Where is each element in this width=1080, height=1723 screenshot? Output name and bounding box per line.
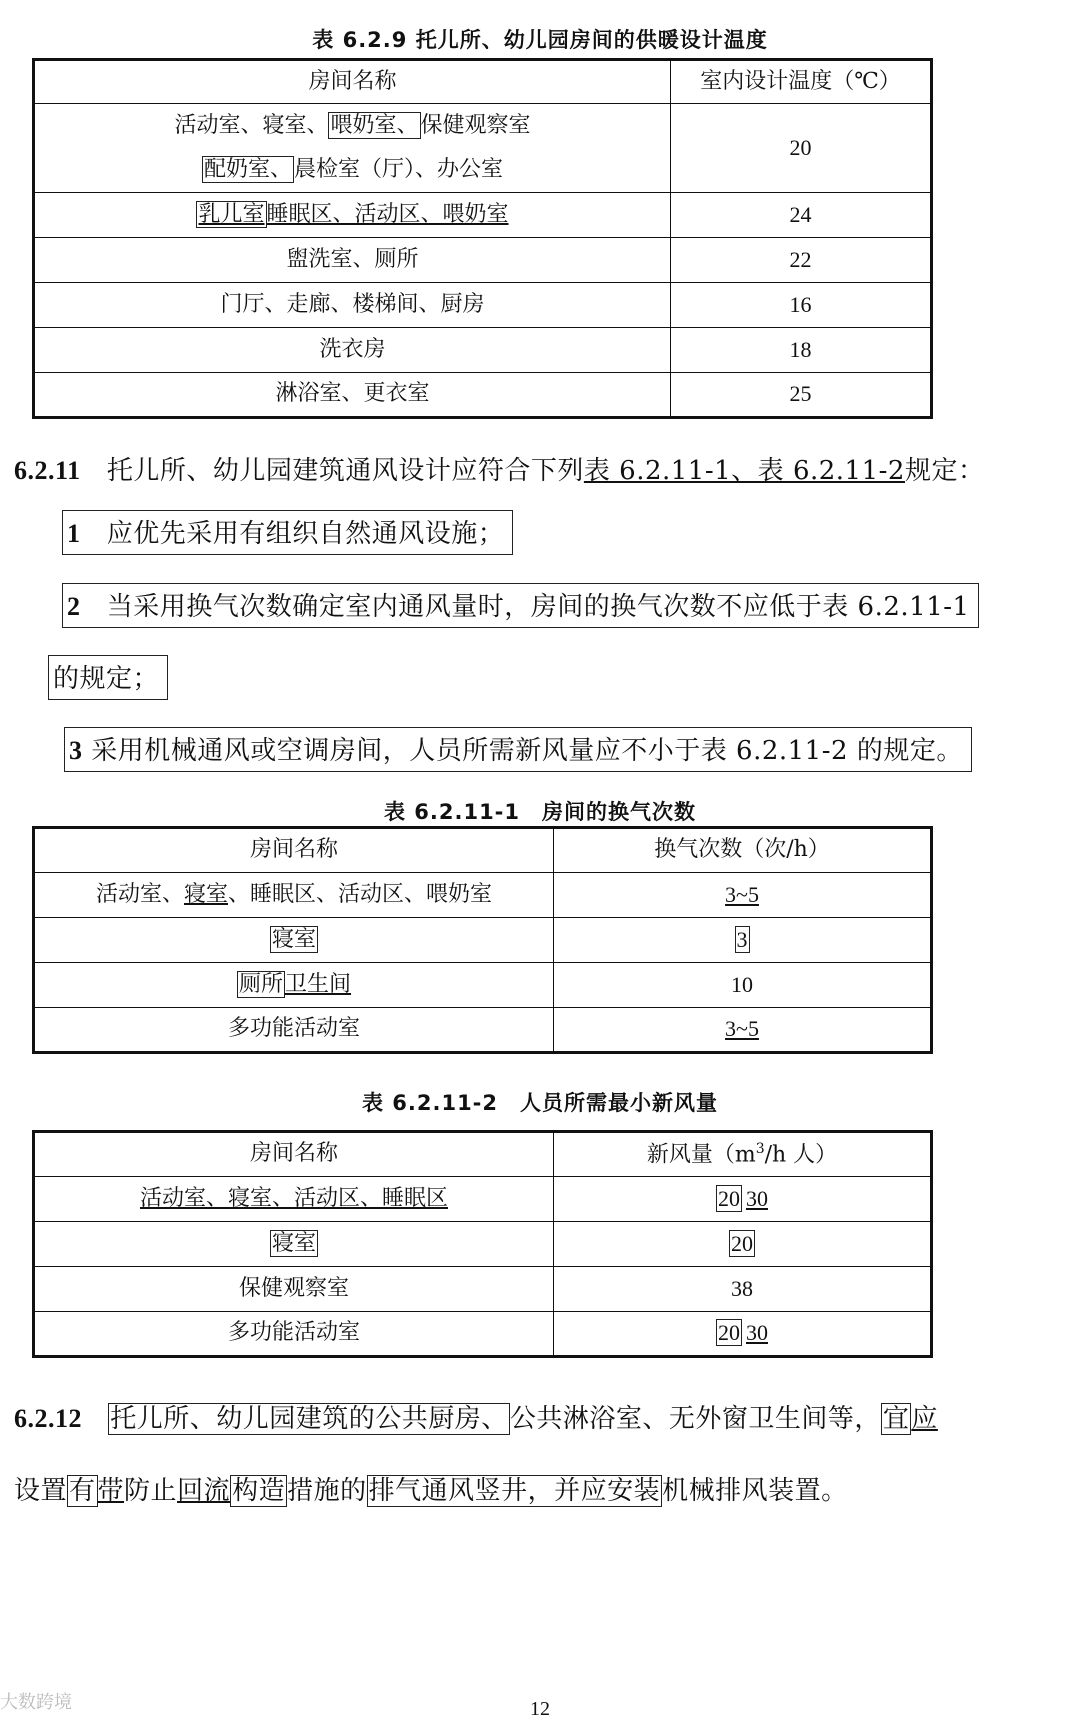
room-cell xyxy=(34,963,554,1008)
header-room-name: 房间名称 xyxy=(34,60,671,104)
boxed-annotation: 有 xyxy=(69,1476,96,1506)
table3-caption: 表 6.2.11-2 人员所需最小新风量 xyxy=(361,1091,719,1115)
temperature-cell: 24 xyxy=(671,193,932,238)
clause-item-2 xyxy=(62,583,979,628)
table2-caption: 表 6.2.11-1 房间的换气次数 xyxy=(383,800,697,824)
room-cell: 多功能活动室 xyxy=(34,1312,554,1357)
clause-text: 措施的 xyxy=(287,1476,367,1506)
item-number: 2 xyxy=(67,592,81,621)
table-row xyxy=(34,873,932,918)
header-design-temperature: 室内设计温度（℃） xyxy=(671,60,932,104)
header-air-changes: 换气次数（次/h） xyxy=(554,828,932,873)
header-room-name: 房间名称 xyxy=(34,828,554,873)
table-row xyxy=(34,328,932,373)
boxed-annotation: 排气通风竖井，并应安装 xyxy=(368,1476,661,1506)
table-row xyxy=(34,918,932,963)
room-text: 活动室、 xyxy=(95,881,184,907)
room-cell: 保健观察室 xyxy=(34,1267,554,1312)
header-text: /h 人） xyxy=(764,1141,838,1167)
clause-6-2-11 xyxy=(14,450,985,487)
room-text: 晨检室（厅）、办公室 xyxy=(294,157,504,182)
header-room-name: 房间名称 xyxy=(34,1132,554,1177)
clause-item-3 xyxy=(64,727,972,772)
page-number: 12 xyxy=(530,1698,550,1720)
air-change-cell: 10 xyxy=(554,963,932,1008)
table-row xyxy=(34,373,932,418)
value-text: 3~5 xyxy=(725,881,759,907)
table-row xyxy=(34,1267,932,1312)
fresh-air-cell xyxy=(554,1312,932,1357)
clause-6-2-12-line2 xyxy=(14,1470,848,1507)
table-row xyxy=(34,1177,932,1222)
table-row xyxy=(34,1008,932,1053)
temperature-cell: 16 xyxy=(671,283,932,328)
room-cell: 盥洗室、厕所 xyxy=(34,238,671,283)
boxed-annotation: 乳儿室 xyxy=(198,201,265,227)
room-cell xyxy=(34,193,671,238)
heating-temperature-table xyxy=(32,58,933,419)
room-text: 卫生间 xyxy=(285,971,352,997)
temperature-cell: 25 xyxy=(671,373,932,418)
header-fresh-air xyxy=(554,1132,932,1177)
item-text: 当采用换气次数确定室内通风量时，房间的换气次数不应低于表 6.2.11-1 xyxy=(106,592,970,622)
header-text: 新风量（m xyxy=(646,1141,756,1167)
item-text: 应优先采用有组织自然通风设施； xyxy=(106,519,505,549)
fresh-air-cell xyxy=(554,1177,932,1222)
item-text: 的规定； xyxy=(53,664,160,694)
boxed-annotation: 厕所 xyxy=(238,971,283,997)
table-row xyxy=(34,1312,932,1357)
header-superscript: 3 xyxy=(755,1140,765,1157)
fresh-air-table xyxy=(32,1130,933,1358)
table-header-row xyxy=(34,828,932,873)
boxed-annotation: 3 xyxy=(736,926,748,952)
table-row xyxy=(34,104,932,193)
temperature-cell: 18 xyxy=(671,328,932,373)
table-row xyxy=(34,283,932,328)
room-cell: 淋浴室、更衣室 xyxy=(34,373,671,418)
value-text: 30 xyxy=(746,1185,768,1211)
table-row xyxy=(34,193,932,238)
air-change-cell xyxy=(554,918,932,963)
boxed-annotation: 20 xyxy=(718,1320,740,1346)
clause-6-2-12-line1 xyxy=(14,1398,938,1435)
boxed-annotation: 寝室 xyxy=(271,926,316,952)
air-change-cell xyxy=(554,1008,932,1053)
watermark-text: 大数跨境 xyxy=(0,1692,72,1713)
room-cell xyxy=(34,918,554,963)
table1-caption: 表 6.2.9 托儿所、幼儿园房间的供暖设计温度 xyxy=(312,28,768,52)
clause-text: 公共淋浴室、无外窗卫生间等， xyxy=(509,1404,881,1434)
clause-text: 设置 xyxy=(14,1476,68,1506)
room-text: 活动室、寝室、 xyxy=(174,113,329,138)
clause-text: 规定： xyxy=(904,456,985,486)
boxed-annotation: 20 xyxy=(718,1185,740,1211)
air-change-rate-table xyxy=(32,826,933,1054)
room-cell xyxy=(34,873,554,918)
table-row xyxy=(34,238,932,283)
clause-text: 应 xyxy=(911,1404,938,1434)
clause-text: 带 xyxy=(97,1476,125,1506)
clause-number: 6.2.11 xyxy=(14,456,81,485)
room-text: 寝室 xyxy=(183,881,228,907)
item-number: 1 xyxy=(67,519,81,548)
clause-text: 机械排风装置。 xyxy=(662,1476,848,1506)
temperature-cell: 22 xyxy=(671,238,932,283)
clause-item-1 xyxy=(62,510,513,555)
fresh-air-cell: 38 xyxy=(554,1267,932,1312)
room-cell: 洗衣房 xyxy=(34,328,671,373)
clause-text: 防止 xyxy=(124,1476,178,1506)
value-text: 30 xyxy=(746,1320,768,1346)
boxed-annotation: 20 xyxy=(731,1230,753,1256)
clause-text: 托儿所、幼儿园建筑通风设计应符合下列 xyxy=(106,456,584,486)
fresh-air-cell xyxy=(554,1222,932,1267)
clause-item-2-continuation xyxy=(48,655,168,700)
boxed-annotation: 配奶室、 xyxy=(203,157,292,182)
clause-text: 回流 xyxy=(177,1476,231,1506)
air-change-cell xyxy=(554,873,932,918)
item-number: 3 xyxy=(69,736,83,765)
table-header-row xyxy=(34,1132,932,1177)
value-text: 3~5 xyxy=(725,1016,759,1042)
item-text: 采用机械通风或空调房间，人员所需新风量应不小于表 6.2.11-2 的规定。 xyxy=(91,736,963,766)
room-text: 活动室、寝室、活动区、睡眠区 xyxy=(139,1185,448,1211)
table-row xyxy=(34,1222,932,1267)
room-text: 、睡眠区、活动区、喂奶室 xyxy=(228,881,493,907)
table-row xyxy=(34,963,932,1008)
room-cell xyxy=(34,1177,554,1222)
table-reference: 表 6.2.11-1、表 6.2.11-2 xyxy=(583,456,905,486)
room-cell: 多功能活动室 xyxy=(34,1008,554,1053)
room-cell xyxy=(34,104,671,193)
clause-number: 6.2.12 xyxy=(14,1404,82,1433)
boxed-annotation: 构造 xyxy=(232,1476,286,1506)
room-cell xyxy=(34,1222,554,1267)
temperature-cell: 20 xyxy=(671,104,932,193)
boxed-annotation: 寝室 xyxy=(271,1230,316,1256)
table-header-row xyxy=(34,60,932,104)
room-text: 保健观察室 xyxy=(420,113,531,138)
boxed-annotation: 喂奶室、 xyxy=(330,113,419,138)
room-text: 睡眠区、活动区、喂奶室 xyxy=(266,201,509,227)
boxed-annotation: 宜 xyxy=(882,1404,910,1434)
boxed-annotation: 托儿所、幼儿园建筑的公共厨房、 xyxy=(110,1404,508,1434)
room-cell: 门厅、走廊、楼梯间、厨房 xyxy=(34,283,671,328)
